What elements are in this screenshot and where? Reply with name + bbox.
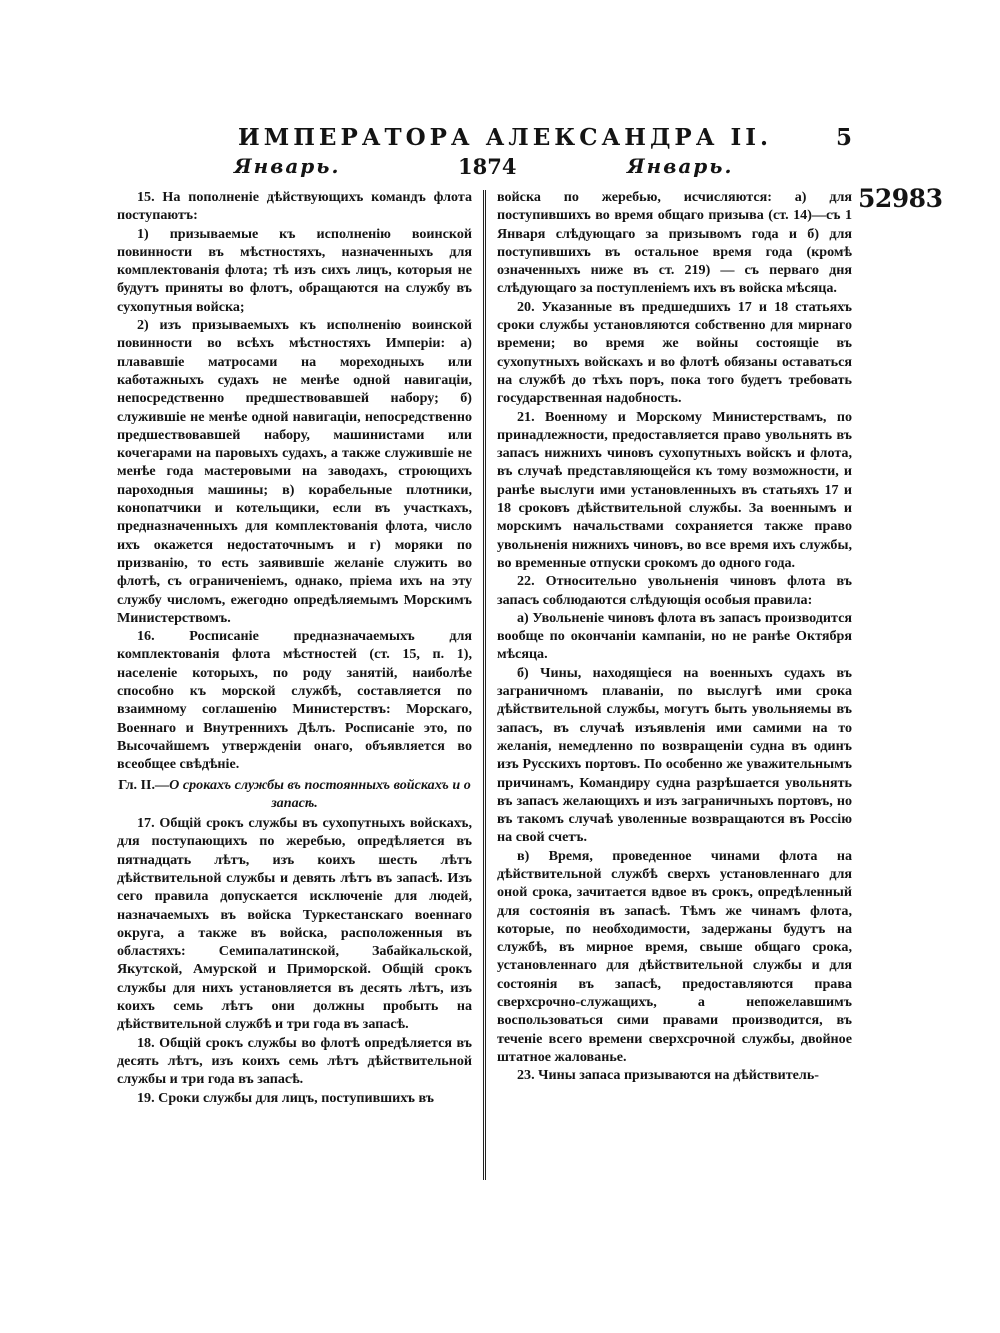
article-17: 17. Общій срокъ службы въ сухопутныхъ войскахъ, для поступающихъ по жеребью, опредѣляется въ пятнадцать лѣтъ, изъ коихъ шесть лѣтъ дѣйствительной службы и девять лѣтъ въ запасѣ. Изъ сего правила допускается исключеніе для людей, назначаемыхъ въ войска Туркестанскаго военнаго округа, а также въ войска, расположенныя въ областяхъ: Семипалатинской, Забайкальской, Якутской, Амурской и Приморской. Общій срокъ службы для нихъ установляется въ десять лѣтъ, изъ коихъ семь лѣтъ они должны пробыть на дѣйствительной службѣ и три года въ запасѣ. — [117, 815, 472, 1033]
archive-number: 52983 — [858, 184, 943, 213]
right-column — [497, 188, 852, 1085]
article-22-item-b: б) Чины, находящіеся на военныхъ судахъ въ заграничномъ плаваніи, по выслугѣ ими срока дѣйствительной службы, могутъ быть увольняемы въ запасъ, въ случаѣ изъявленія ими самими на то желанія, немедленно по возвращеніи судна въ одинъ изъ Русскихъ портовъ. По особенно же уважительнымъ причинамъ, Командиру судна разрѣшается увольнять въ запасъ желающихъ и изъ заграничныхъ портовъ, но въ такомъ случаѣ уволенные возвращаются въ Россію на свой счетъ. — [497, 664, 852, 846]
article-15: 15. На пополненіе дѣйствующихъ командъ флота поступаютъ: — [117, 189, 472, 224]
article-23-start: 23. Чины запаса призываются на дѣйствитель- — [517, 1067, 819, 1084]
left-column — [117, 188, 472, 1107]
article-22-item-a: а) Увольненіе чиновъ флота въ запасъ производится вообще по окончаніи кампаніи, но не ранѣе Октября мѣсяца. — [497, 609, 852, 663]
page-number: 5 — [836, 124, 853, 151]
article-18: 18. Общій срокъ службы во флотѣ опредѣляется въ десять лѣтъ, изъ коихъ семь лѣтъ дѣйствительной службы и три года въ запасѣ. — [117, 1034, 472, 1088]
chapter-heading — [117, 776, 472, 813]
article-19-start: 19. Сроки службы для лицъ, поступившихъ въ — [137, 1089, 435, 1106]
article-22-item-v: в) Время, проведенное чинами флота на дѣйствительной службѣ сверхъ установленнаго для оной срока, зачитается вдвое въ срокъ, опредѣленный для состоянія въ запасѣ. Тѣмъ же чинамъ флота, которые, по необходимости, задержаны будутъ на службѣ, въ мирное время, свыше общаго срока, установленнаго для дѣйствительной службы и для состоянія въ запасѣ, предоставляются права сверхсрочно-служащихъ, а непожелавшимъ воспользоваться сими правами производится, въ теченіе всего времени сверхсрочной службы, двойное штатное жалованье. — [497, 847, 852, 1065]
article-16: 16. Росписаніе предназначаемыхъ для комплектованія флота мѣстностей (ст. 15, п. 1), населеніе которыхъ, по роду занятій, наиболѣе способно къ морской службѣ, составляется по взаимному соглашенію Министерствъ: Морскаго, Военнаго и Внутреннихъ Дѣлъ. Росписаніе это, по Высочайшемъ утвержденіи онаго, объявляется во всеобщее свѣдѣніе. — [117, 628, 472, 773]
year: 1874 — [458, 154, 517, 179]
article-21: 21. Военному и Морскому Министерствамъ, по принадлежности, предоставляется право увольнять въ запасъ нижнихъ чиновъ сухопутныхъ войскъ и флота, въ случаѣ представляющейся къ тому возможности, и ранѣе выслуги ими установленныхъ въ статьяхъ 17 и 18 сроковъ дѣйствительной службы. За военнымъ и морскимъ начальствами сохраняется также право увольненія нижнихъ чиновъ, во все время ихъ службы, во временные отпуски срокомъ до одного года. — [497, 408, 852, 571]
column-divider — [483, 190, 486, 1180]
running-title: ИМПЕРАТОРА АЛЕКСАНДРА II. — [238, 124, 772, 151]
article-15-item-2: 2) изъ призываемыхъ къ исполненію воинской повинности во всѣхъ мѣстностяхъ Имперіи: а) плававшіе матросами на мореходныхъ или каботажныхъ судахъ не менѣе одной навигаціи, непосредственно предшествовавшей набору; б) служившіе не менѣе одной навигаціи, непосредственно предшествовавшей набору, машинистами или кочегарами на паровыхъ судахъ, а также служившіе не менѣе года мастеровыми на заводахъ, строющихъ пароходныя машины; в) корабельные плотники, конопатчики и котельщики, если въ участкахъ, предназначенныхъ для комплектованія флота, число ихъ окажется недостаточнымъ и г) моряки по призванію, то есть заявившіе желаніе служить во флотѣ, съ ограниченіемъ, однако, пріема ихъ на эту службу числомъ, ежегодно опредѣляемымъ Морскимъ Министерствомъ. — [117, 317, 472, 626]
article-15-item-1: 1) призываемые къ исполненію воинской повинности въ мѣстностяхъ, назначенныхъ для комплектованія флота; тѣ изъ сихъ лицъ, которыя не будутъ приняты во флотъ, обращаются на службу въ сухопутныя войска; — [117, 225, 472, 315]
chapter-label: Гл. II. — [118, 776, 156, 793]
month-right: Январь. — [627, 154, 734, 178]
month-left: Январь. — [234, 154, 341, 178]
date-line — [0, 154, 1000, 184]
article-20: 20. Указанные въ предшедшихъ 17 и 18 статьяхъ сроки службы установляются собственно для мирнаго времени; во время же войны состоящіе въ сухопутныхъ войскахъ и во флотѣ обязаны оставаться на службѣ до тѣхъ поръ, пока того будетъ требовать государственная надобность. — [497, 298, 852, 407]
article-19-continued: войска по жеребью, исчисляются: а) для поступившихъ во время общаго призыва (ст. 14)—съ 1 Января слѣдующаго за призывомъ года и б) для поступившихъ въ остальное время года (кромѣ означенныхъ ниже въ ст. 219) — съ перваго дня слѣдующаго за поступленіемъ ихъ въ войска мѣсяца. — [497, 189, 852, 297]
chapter-title: —О срокахъ службы въ постоянныхъ войскахъ и о запасѣ. — [155, 776, 471, 811]
article-22: 22. Относительно увольненія чиновъ флота въ запасъ соблюдаются слѣдующія особыя правила: — [497, 573, 852, 608]
